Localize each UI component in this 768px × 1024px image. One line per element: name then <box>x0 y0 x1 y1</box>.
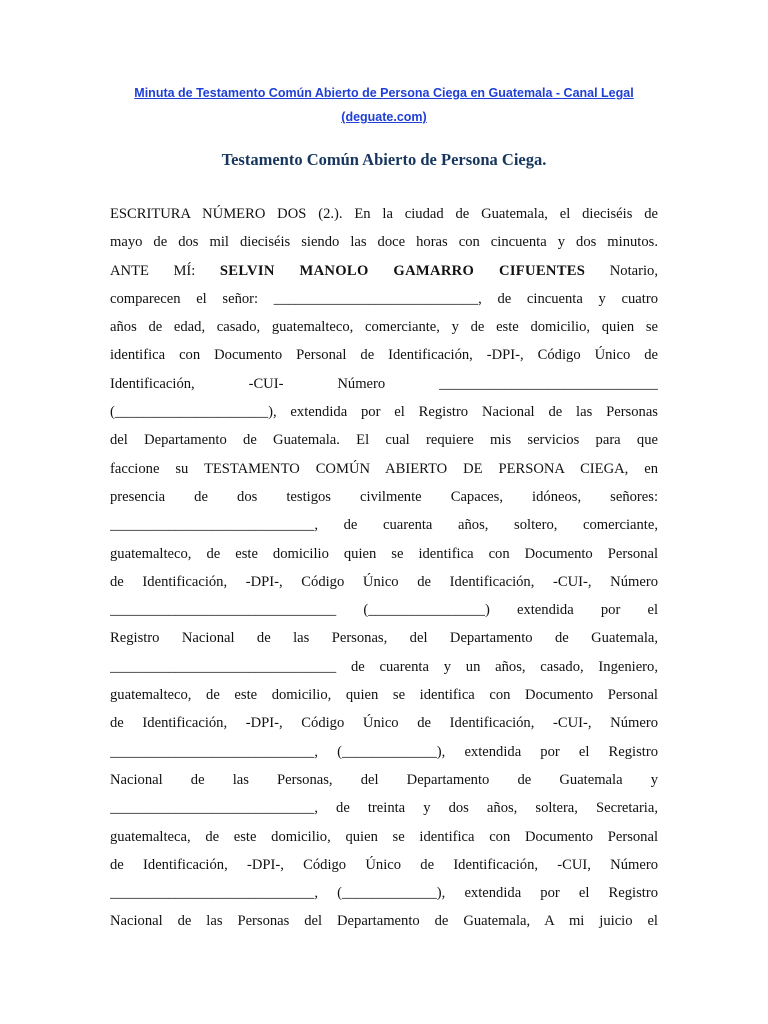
body-line: Registro Nacional de las Personas, del Departamento de Guatemala, <box>110 630 658 647</box>
body-line: del Departamento de Guatemala. El cual requiere mis servicios para que <box>110 432 658 449</box>
body-line-notary <box>110 257 658 285</box>
body-line: años de edad, casado, guatemalteco, comerciante, y de este domicilio, quien se <box>110 319 658 336</box>
body-line: ____________________________, (_____________), extendida por el Registro <box>110 885 658 902</box>
body-line: mayo de dos mil dieciséis siendo las doce horas con cincuenta y dos minutos. <box>110 234 658 251</box>
body-line: guatemalteco, de este domicilio, quien se identifica con Documento Personal <box>110 687 658 704</box>
body-line: Identificación, -CUI- Número ______________________________ <box>110 375 658 392</box>
body-line: ESCRITURA NÚMERO DOS (2.). En la ciudad de Guatemala, el dieciséis de <box>110 206 658 222</box>
body-line: guatemalteco, de este domicilio quien se identifica con Documento Personal <box>110 545 658 562</box>
body-line: comparecen el señor: ____________________________, de cincuenta y cuatro <box>110 290 658 307</box>
source-link-domain[interactable]: (deguate.com) <box>341 110 427 124</box>
body-line: (_____________________), extendida por el Registro Nacional de las Personas <box>110 404 658 421</box>
body-line: _______________________________ (________________) extendida por el <box>110 602 658 619</box>
body-line: presencia de dos testigos civilmente Capaces, idóneos, señores: <box>110 488 658 505</box>
body-line: _______________________________ de cuarenta y un años, casado, Ingeniero, <box>110 658 658 675</box>
body-line: ____________________________, de cuarenta años, soltero, comerciante, <box>110 517 658 534</box>
ante-mi-label: ANTE MÍ: <box>110 262 196 279</box>
body-line: de Identificación, -DPI-, Código Único de Identificación, -CUI-, Número <box>110 573 658 590</box>
body-line: de Identificación, -DPI-, Código Único de Identificación, -CUI-, Número <box>110 715 658 732</box>
notary-name: SELVIN MANOLO GAMARRO CIFUENTES <box>219 262 586 279</box>
body-line: de Identificación, -DPI-, Código Único de Identificación, -CUI, Número <box>110 856 658 873</box>
document-title: Testamento Común Abierto de Persona Ciega. <box>221 150 547 169</box>
body-line: Nacional de las Personas, del Departamento de Guatemala y <box>110 771 658 788</box>
body-line: ____________________________, de treinta y dos años, soltera, Secretaria, <box>110 800 658 817</box>
notary-label: Notario, <box>609 262 658 279</box>
body-line: Nacional de las Personas del Departamento de Guatemala, A mi juicio el <box>110 913 658 930</box>
body-line: identifica con Documento Personal de Identificación, -DPI-, Código Único de <box>110 347 658 364</box>
document-body <box>110 200 658 936</box>
body-line: guatemalteca, de este domicilio, quien se identifica con Documento Personal <box>110 828 658 845</box>
source-link-title[interactable]: Minuta de Testamento Común Abierto de Persona Ciega en Guatemala - Canal Legal <box>134 86 634 100</box>
body-line: ____________________________, (_____________), extendida por el Registro <box>110 743 658 760</box>
body-line: faccione su TESTAMENTO COMÚN ABIERTO DE PERSONA CIEGA, en <box>110 460 658 477</box>
